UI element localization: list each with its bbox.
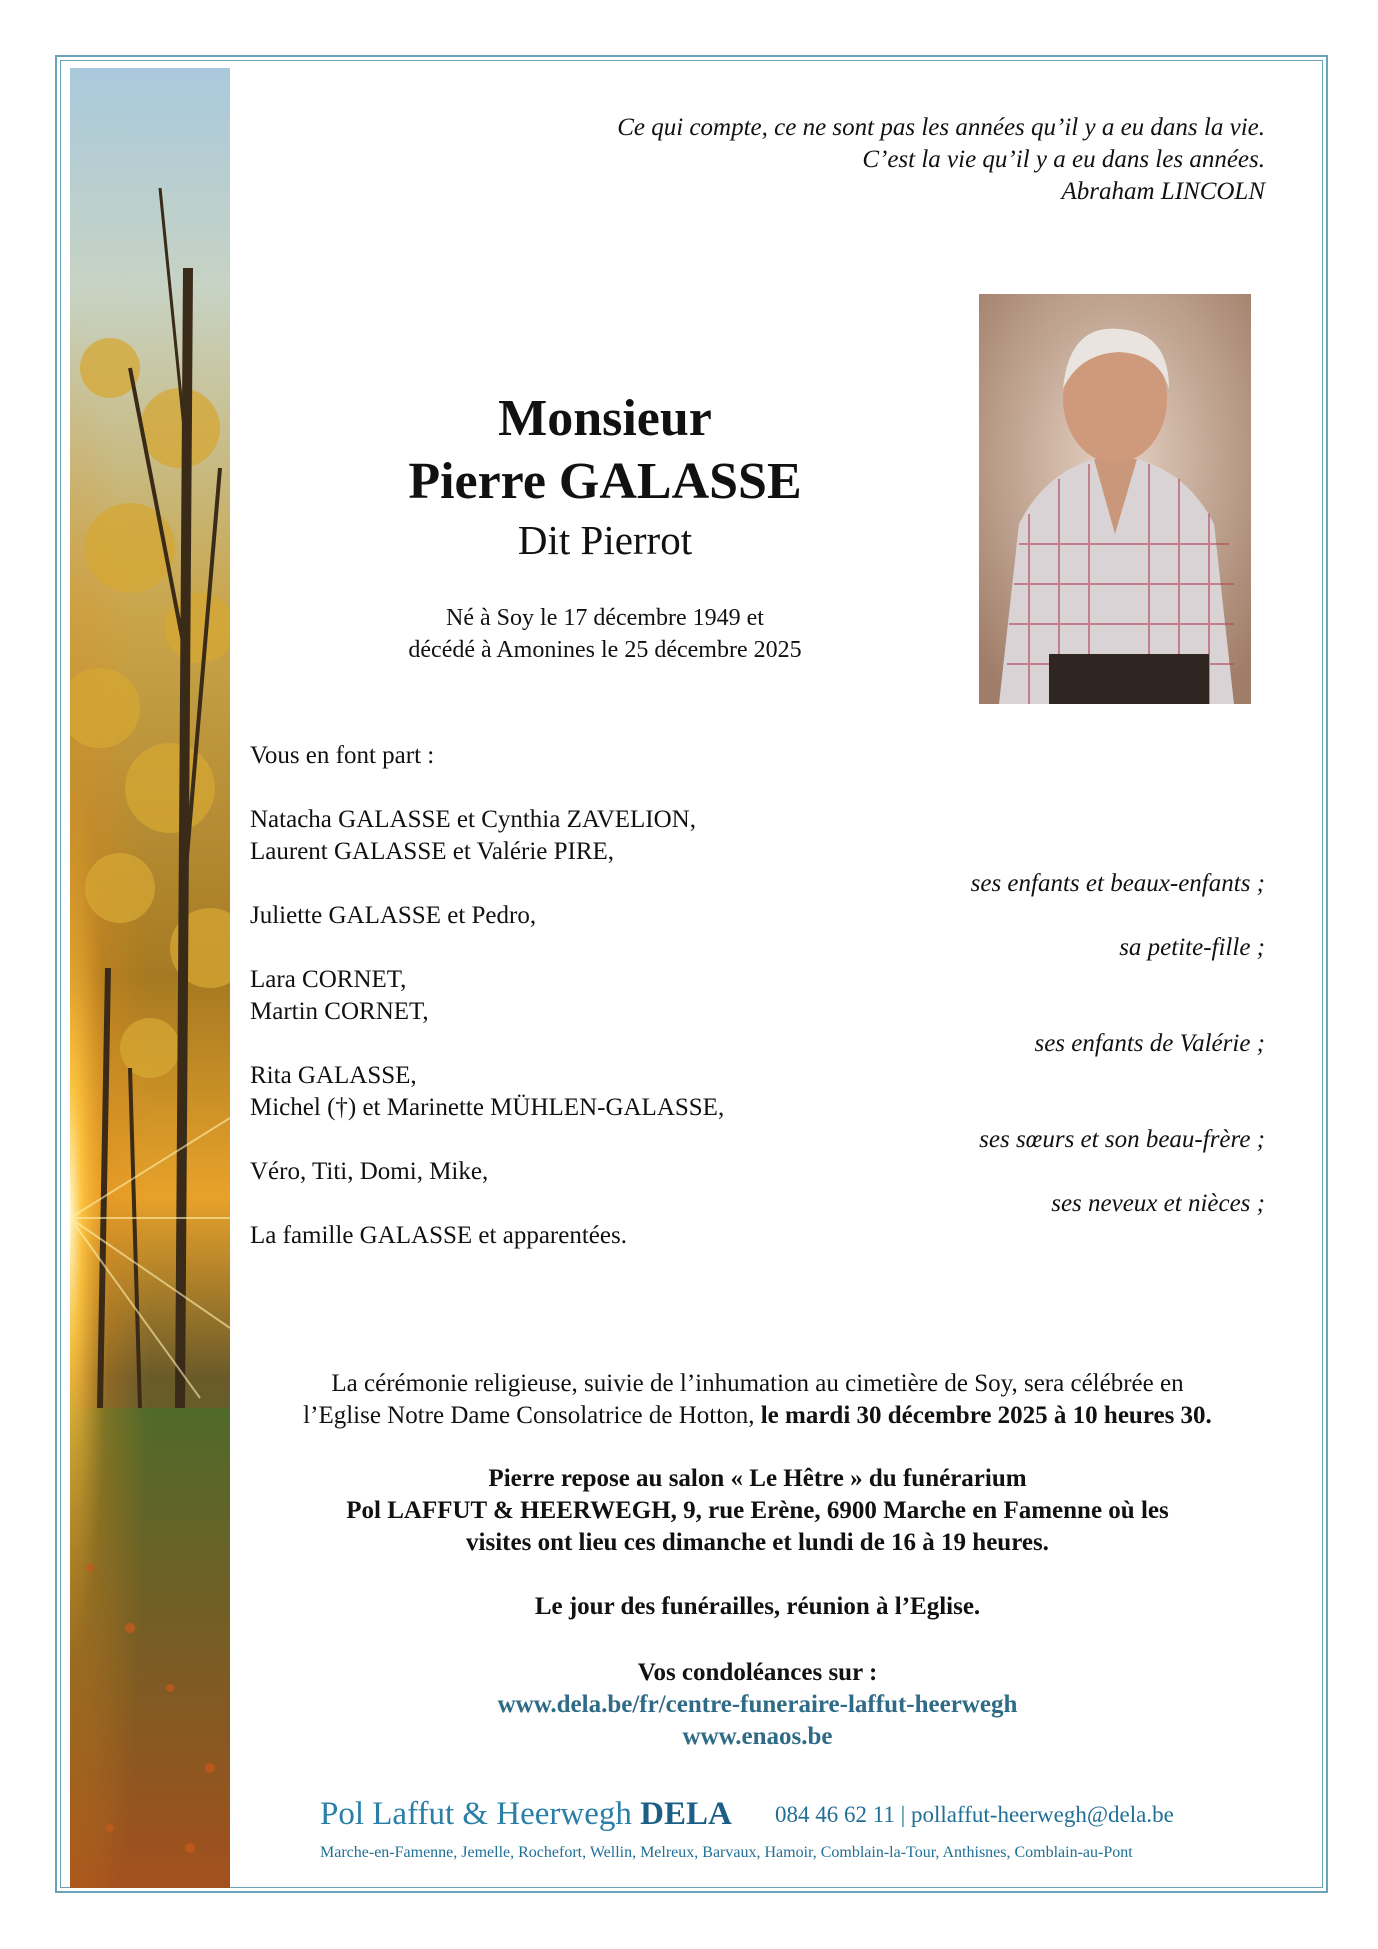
relation-line: ses enfants et beaux-enfants ;	[970, 870, 1265, 897]
relation-line: ses sœurs et son beau-frère ;	[979, 1126, 1265, 1153]
relation-line: ses enfants de Valérie ;	[1034, 1030, 1265, 1057]
salon-info	[250, 1463, 1265, 1559]
dela-logo: DELA	[640, 1796, 732, 1832]
family-line: Véro, Titi, Domi, Mike,	[250, 1158, 489, 1185]
family-line: Rita GALASSE,	[250, 1062, 417, 1089]
civility: Monsieur	[498, 390, 712, 447]
birth-line: Né à Soy le 17 décembre 1949 et	[446, 605, 764, 631]
condolences-link-dela[interactable]: www.dela.be/fr/centre-funeraire-laffut-heerwegh	[497, 1691, 1018, 1718]
ceremony-datetime: le mardi 30 décembre 2025 à 10 heures 30.	[760, 1402, 1212, 1429]
quote-line-1: Ce qui compte, ce ne sont pas les années qu’il y a eu dans la vie.	[617, 114, 1265, 141]
family-intro: Vous en font part :	[250, 742, 435, 769]
deceased-title	[345, 388, 865, 566]
autumn-forest-image	[70, 68, 230, 1888]
family-line: Laurent GALASSE et Valérie PIRE,	[250, 838, 615, 865]
deceased-name: Pierre GALASSE	[408, 453, 802, 510]
reunion-info: Le jour des funérailles, réunion à l’Eglise.	[534, 1593, 981, 1620]
family-line: Lara CORNET,	[250, 966, 407, 993]
brand-name: Pol Laffut & Heerwegh	[320, 1796, 641, 1832]
condolences	[250, 1657, 1265, 1753]
salon-line-1: Pierre repose au salon « Le Hêtre » du funérarium	[488, 1465, 1027, 1492]
quote-author: Abraham LINCOLN	[1061, 178, 1265, 205]
life-dates	[345, 602, 865, 666]
family-line: Michel (†) et Marinette MÜHLEN-GALASSE,	[250, 1094, 725, 1121]
ceremony-line-1: La cérémonie religieuse, suivie de l’inhumation au cimetière de Soy, sera célébrée en	[331, 1370, 1184, 1397]
nickname: Dit Pierrot	[517, 517, 693, 563]
condolences-label: Vos condoléances sur :	[637, 1659, 878, 1686]
ceremony-place: l’Eglise Notre Dame Consolatrice de Hotton,	[303, 1402, 761, 1429]
quote	[465, 112, 1265, 208]
relation-line: sa petite-fille ;	[1119, 934, 1265, 961]
portrait-photo	[979, 294, 1251, 704]
salon-line-2: Pol LAFFUT & HEERWEGH, 9, rue Erène, 6900 Marche en Famenne où les	[346, 1497, 1169, 1524]
family-line: Natacha GALASSE et Cynthia ZAVELION,	[250, 806, 696, 833]
relation-line: ses neveux et nièces ;	[1051, 1190, 1265, 1217]
locations-list: Marche-en-Famenne, Jemelle, Rochefort, Wellin, Melreux, Barvaux, Hamoir, Comblain-la-Tour, Anthisnes, Comblain-au-Pont	[320, 1844, 1133, 1861]
ceremony-line-2	[250, 1400, 1265, 1432]
quote-line-2: C’est la vie qu’il y a eu dans les années.	[862, 146, 1265, 173]
family-line: La famille GALASSE et apparentées.	[250, 1222, 627, 1249]
ceremony-info	[250, 1368, 1265, 1432]
family-line: Martin CORNET,	[250, 998, 429, 1025]
salon-line-3: visites ont lieu ces dimanche et lundi de 16 à 19 heures.	[466, 1529, 1049, 1556]
funeral-home-logo	[320, 1796, 732, 1833]
death-line: décédé à Amonines le 25 décembre 2025	[408, 637, 802, 663]
contact-info: 084 46 62 11 | pollaffut-heerwegh@dela.be	[775, 1802, 1174, 1827]
condolences-link-enaos[interactable]: www.enaos.be	[682, 1723, 833, 1750]
family-line: Juliette GALASSE et Pedro,	[250, 902, 537, 929]
